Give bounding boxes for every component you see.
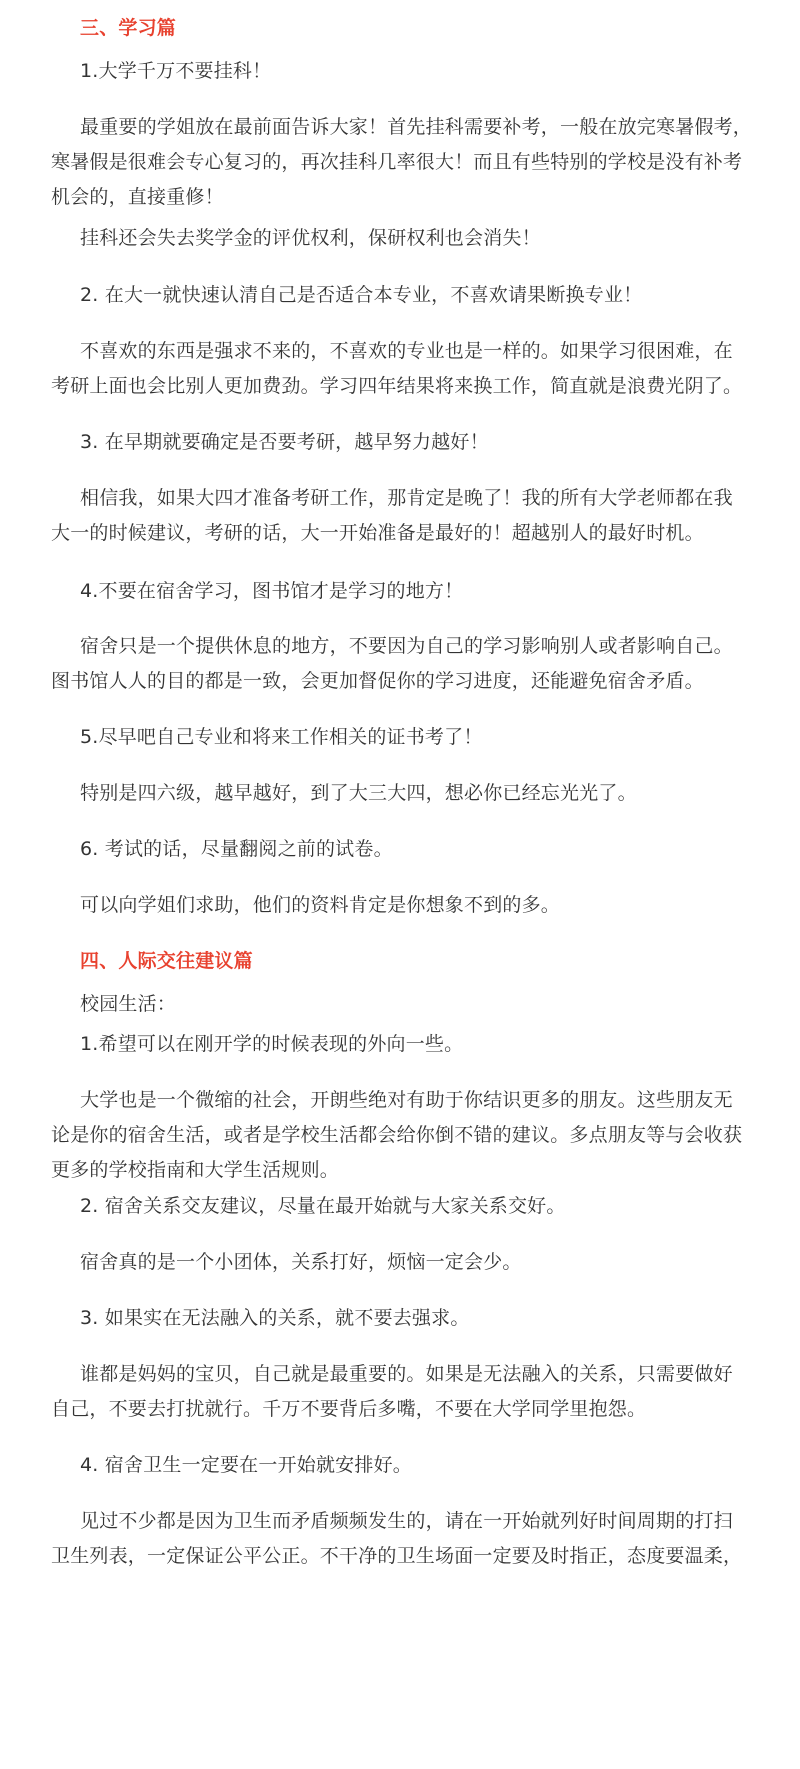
section-heading-social: 四、人际交往建议篇 [80,950,253,972]
paragraph-line: 不喜欢的东西是强求不来的，不喜欢的专业也是一样的。如果学习很困难，在 [80,340,733,362]
paragraph-line: 可以向学姐们求助，他们的资料肯定是你想象不到的多。 [80,894,561,916]
paragraph-line: 图书馆人人的目的都是一致，会更加督促你的学习进度，还能避免宿舍矛盾。 [51,670,704,692]
paragraph-line: 见过不少都是因为卫生而矛盾频频发生的，请在一开始就列好时间周期的打扫 [80,1510,733,1532]
item-title: 6. 考试的话，尽量翻阅之前的试卷。 [80,838,393,860]
paragraph-line: 大一的时候建议，考研的话，大一开始准备是最好的！超越别人的最好时机。 [51,522,704,544]
item-title: 3. 如果实在无法融入的关系，就不要去强求。 [80,1307,470,1329]
paragraph-line: 机会的，直接重修！ [51,186,224,208]
section-heading-study: 三、学习篇 [80,17,177,39]
item-title: 2. 宿舍关系交友建议，尽量在最开始就与大家关系交好。 [80,1195,566,1217]
paragraph-line: 相信我，如果大四才准备考研工作，那肯定是晚了！我的所有大学老师都在我 [80,487,733,509]
paragraph-line: 最重要的学姐放在最前面告诉大家！首先挂科需要补考，一般在放完寒暑假考， [80,116,753,138]
item-title: 5.尽早吧自己专业和将来工作相关的证书考了！ [80,726,483,748]
paragraph-line: 挂科还会失去奖学金的评优权利，保研权利也会消失！ [80,227,541,249]
paragraph-line: 宿舍只是一个提供休息的地方，不要因为自己的学习影响别人或者影响自己。 [80,635,733,657]
item-title: 4. 宿舍卫生一定要在一开始就安排好。 [80,1454,412,1476]
item-title: 3. 在早期就要确定是否要考研，越早努力越好！ [80,431,489,453]
item-title: 4.不要在宿舍学习，图书馆才是学习的地方！ [80,580,464,602]
paragraph-line: 自己，不要去打扰就行。千万不要背后多嘴，不要在大学同学里抱怨。 [51,1398,647,1420]
item-title: 2. 在大一就快速认清自己是否适合本专业，不喜欢请果断换专业！ [80,284,643,306]
paragraph-line: 谁都是妈妈的宝贝，自己就是最重要的。如果是无法融入的关系，只需要做好 [80,1363,733,1385]
subheading: 校园生活： [80,993,177,1015]
paragraph-line: 考研上面也会比别人更加费劲。学习四年结果将来换工作，简直就是浪费光阴了。 [51,375,743,397]
paragraph-line: 宿舍真的是一个小团体，关系打好，烦恼一定会少。 [80,1251,522,1273]
item-title: 1.大学千万不要挂科！ [80,60,272,82]
paragraph-line: 寒暑假是很难会专心复习的，再次挂科几率很大！而且有些特别的学校是没有补考 [51,151,743,173]
paragraph-line: 卫生列表，一定保证公平公正。不干净的卫生场面一定要及时指正，态度要温柔， [51,1545,743,1567]
paragraph-line: 特别是四六级，越早越好，到了大三大四，想必你已经忘光光了。 [80,782,637,804]
item-title: 1.希望可以在刚开学的时候表现的外向一些。 [80,1033,464,1055]
paragraph-line: 更多的学校指南和大学生活规则。 [51,1159,340,1181]
paragraph-line: 论是你的宿舍生活，或者是学校生活都会给你倒不错的建议。多点朋友等与会收获 [51,1124,743,1146]
paragraph-line: 大学也是一个微缩的社会，开朗些绝对有助于你结识更多的朋友。这些朋友无 [80,1089,733,1111]
